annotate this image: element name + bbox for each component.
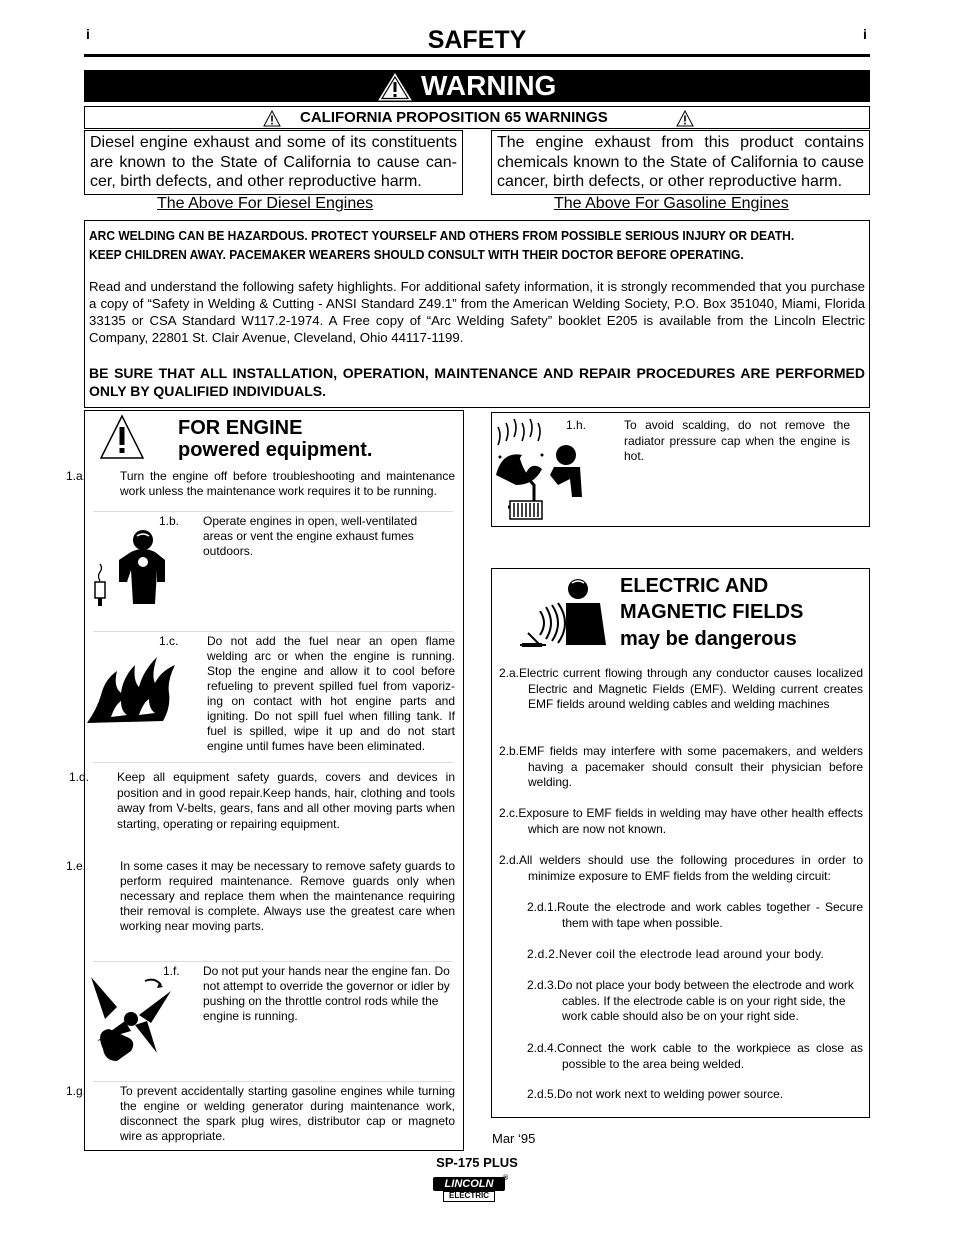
warning-banner	[84, 70, 870, 102]
hand-fan-hazard-icon	[87, 971, 177, 1063]
emf-heading-line1: ELECTRIC AND	[620, 575, 769, 597]
emf-subitem-2d3: 2.d.3.Do not place your body between the electrode and work cables. If the electrode cable is on your right side, the work cable should also be on your right side.	[527, 978, 854, 1023]
children-pacemaker-statement: KEEP CHILDREN AWAY. PACEMAKER WEARERS SHOULD CONSULT WITH THEIR DOCTOR BEFORE OPERATING.	[89, 248, 744, 262]
engine-heading-line2: powered equipment.	[178, 439, 373, 461]
engine-section	[66, 410, 464, 1151]
california-gasoline-warning: The engine exhaust from this product contains chemicals known to the State of California to cause cancer, birth defects, or other reproductive harm.	[491, 130, 870, 195]
logo-registered: ®	[503, 1175, 509, 1182]
engine-item-1f: 1.f. Do not put your hands near the engine fan. Do not attempt to override the governor or idler by pushing on the throttle control rods while the engine is running.	[163, 964, 450, 1023]
california-diesel-warning: Diesel engine exhaust and some of its constituents are known to the State of California to cause can-cer, birth defects, and other reproductive harm.	[84, 130, 463, 195]
revision-date: Mar ‘95	[492, 1131, 536, 1146]
exhaust-fumes-person-icon	[91, 526, 171, 608]
engine-item-1c: 1.c. Do not add the fuel near an open flame welding arc or when the engine is running. Stop the engine and allow it to cool before refueling to prevent spilled fuel from vaporiz-ing on contact with hot engine parts and igniting. Do not spill fuel when filling tank. If fuel is spilled, wipe it up and do not start engine until fumes have been eliminated.	[159, 634, 455, 753]
emf-section	[491, 568, 870, 1118]
read-understand-paragraph: Read and understand the following safety highlights. For additional safety information, it is strongly recommended that you purchase a copy of “Safety in Welding & Cutting - ANSI Standard Z49.1” from the American Welding Society, P.O. Box 351040, Miami, Florida 33135 or CSA Standard W117.2-1974. A Free copy of “Arc Welding Safety” booklet E205 is available from the Lincoln Electric Company, 22801 St. Clair Avenue, Cleveland, Ohio 44117-1199.	[89, 279, 865, 345]
page-title: SAFETY	[427, 26, 527, 54]
gasoline-footer: The Above For Gasoline Engines	[554, 195, 789, 212]
flame-icon	[87, 649, 179, 725]
warning-triangle-icon	[99, 414, 145, 460]
emf-item-2c: 2.c.Exposure to EMF fields in welding may have other health effects which are now not known.	[499, 806, 863, 836]
emf-welder-icon	[516, 573, 612, 653]
engine-item-1e: 1.e. In some cases it may be necessary to remove safety guards to perform required maintenance. Remove guards only when necessary and replace them when the maintenance requiring their removal is complete. Always use the greatest care when working near moving parts.	[66, 859, 455, 933]
header-rule	[84, 54, 870, 57]
emf-item-2b: 2.b.EMF fields may interfere with some pacemakers, and welders having a pacemaker should consult their physician before welding.	[499, 744, 863, 789]
emf-item-2a: 2.a.Electric current flowing through any conductor causes localized Electric and Magnetic Fields (EMF). Welding current creates EMF fields around welding cables and welding machines	[499, 666, 863, 711]
engine-item-1a: 1.a. Turn the engine off before troubleshooting and maintenance work unless the maintenance work requires it to be running.	[66, 469, 455, 498]
logo-top: LINCOLN	[433, 1177, 505, 1191]
engine-item-1g: 1.g. To prevent accidentally starting gasoline engines while turning the engine or welding generator during maintenance work, disconnect the spark plug wires, distributor cap or magneto wire as appropriate.	[66, 1084, 455, 1143]
emf-subitem-2d1: 2.d.1.Route the electrode and work cables together - Secure them with tape when possible.	[527, 900, 863, 930]
warning-triangle-icon	[676, 110, 694, 127]
emf-subitem-2d4: 2.d.4.Connect the work cable to the workpiece as close as possible to the area being welded.	[527, 1041, 863, 1071]
emf-subitem-2d2: 2.d.2.Never coil the electrode lead around your body.	[527, 947, 825, 961]
radiator-warning-box	[491, 412, 870, 527]
emf-subitem-2d5: 2.d.5.Do not work next to welding power source.	[527, 1087, 784, 1101]
engine-item-1b: 1.b. Operate engines in open, well-ventilated areas or vent the engine exhaust fumes outdoors.	[159, 514, 418, 558]
separator	[93, 511, 453, 512]
warning-triangle-icon	[378, 73, 412, 101]
qualified-individuals-statement: BE SURE THAT ALL INSTALLATION, OPERATION, MAINTENANCE AND REPAIR PROCEDURES ARE PERFORMED ONLY BY QUALIFIED INDIVIDUALS.	[89, 365, 865, 399]
diesel-footer: The Above For Diesel Engines	[157, 195, 374, 212]
warning-triangle-icon	[263, 110, 281, 127]
engine-item-1d: 1.d. Keep all equipment safety guards, covers and devices in position and in good repair.Keep hands, hair, clothing and tools away from V-belts, gears, fans and all other moving parts when starting, operating or repairing equipment.	[69, 770, 455, 831]
warning-label: WARNING	[421, 70, 557, 101]
emf-heading-line2: MAGNETIC FIELDS	[620, 601, 804, 623]
separator	[93, 631, 453, 632]
engine-item-1h: 1.h. To avoid scalding, do not remove the radiator pressure cap when the engine is hot.	[566, 418, 850, 463]
general-safety-box	[84, 220, 870, 408]
emf-heading-line3: may be dangerous	[620, 628, 797, 650]
logo-bottom: ELECTRIC	[443, 1191, 495, 1202]
separator	[93, 961, 453, 962]
california-heading-box	[84, 106, 870, 129]
hazard-statement: ARC WELDING CAN BE HAZARDOUS. PROTECT YOURSELF AND OTHERS FROM POSSIBLE SERIOUS INJURY OR DEATH.	[89, 229, 795, 243]
emf-item-2d: 2.d.All welders should use the following procedures in order to minimize exposure to EMF fields from the welding circuit:	[499, 853, 863, 883]
page-number-right: i	[863, 26, 867, 42]
california-heading: CALIFORNIA PROPOSITION 65 WARNINGS	[300, 109, 608, 126]
page-number-left: i	[86, 26, 90, 42]
separator	[93, 762, 453, 763]
engine-heading-line1: FOR ENGINE	[178, 417, 303, 439]
separator	[93, 1081, 453, 1082]
lincoln-electric-logo	[433, 1177, 509, 1203]
model-name: SP-175 PLUS	[436, 1155, 518, 1170]
